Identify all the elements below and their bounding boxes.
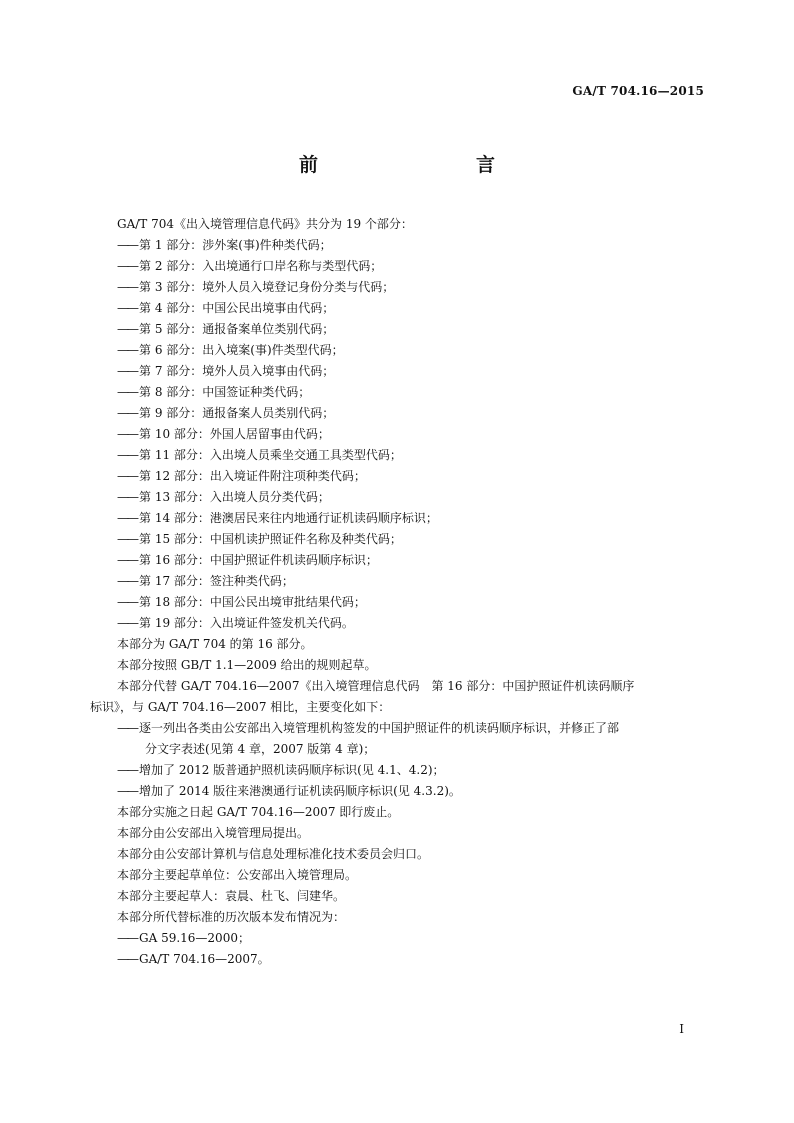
this-part-paragraph: 本部分为 GA/T 704 的第 16 部分。 [117, 637, 313, 651]
part-list-item-13: —— 第 13 部分：入出境人员分类代码； [90, 487, 705, 508]
part-list-item-10: —— 第 10 部分：外国人居留事由代码； [90, 424, 705, 445]
part-list-item-1: —— 第 1 部分：涉外案(事)件种类代码； [90, 235, 705, 256]
change-item-3: —— 增加了 2014 版往来港澳通行证机读码顺序标识(见 4.3.2)。 [90, 781, 705, 802]
part-list-item-5: —— 第 5 部分：通报备案单位类别代码； [90, 319, 705, 340]
history-paragraph: 本部分所代替标准的历次版本发布情况为： [117, 910, 346, 924]
part-list-item-7: —— 第 7 部分：境外人员入境事由代码； [90, 361, 705, 382]
history-item-2: —— GA/T 704.16—2007。 [90, 949, 705, 970]
part-list-item-14: —— 第 14 部分：港澳居民来往内地通行证机读码顺序标识； [90, 508, 705, 529]
drafting-unit-paragraph: 本部分主要起草单位：公安部出入境管理局。 [117, 868, 358, 882]
abolish-paragraph: 本部分实施之日起 GA/T 704.16—2007 即行废止。 [117, 805, 400, 819]
intro-paragraph: GA/T 704《出入境管理信息代码》共分为 19 个部分： [117, 217, 413, 231]
part-list-item-16: —— 第 16 部分：中国护照证件机读码顺序标识； [90, 550, 705, 571]
change-item-1-line-2: 分文字表述(见第 4 章，2007 版第 4 章)； [145, 742, 376, 756]
part-list-item-9: —— 第 9 部分：通报备案人员类别代码； [90, 403, 705, 424]
part-list-item-17: —— 第 17 部分：签注种类代码； [90, 571, 705, 592]
proposed-by-paragraph: 本部分由公安部出入境管理局提出。 [117, 826, 310, 840]
part-list-item-11: —— 第 11 部分：入出境人员乘坐交通工具类型代码； [90, 445, 705, 466]
part-list-item-18: —— 第 18 部分：中国公民出境审批结果代码； [90, 592, 705, 613]
change-item-2: —— 增加了 2012 版普通护照机读码顺序标识(见 4.1、4.2)； [90, 760, 705, 781]
foreword-body [90, 214, 705, 970]
replacement-paragraph-line-1: 本部分代替 GA/T 704.16—2007《出入境管理信息代码 第 16 部分：中国护照证件机读码顺序 [117, 679, 635, 693]
history-item-1: —— GA 59.16—2000； [90, 928, 705, 949]
page-number: I [679, 1022, 684, 1036]
drafting-rules-paragraph: 本部分按照 GB/T 1.1—2009 给出的规则起草。 [117, 658, 377, 672]
part-list-item-2: —— 第 2 部分：入出境通行口岸名称与类型代码； [90, 256, 705, 277]
page-title: 前 言 [298, 154, 535, 176]
part-list-item-3: —— 第 3 部分：境外人员入境登记身份分类与代码； [90, 277, 705, 298]
part-list-item-12: —— 第 12 部分：出入境证件附注项种类代码； [90, 466, 705, 487]
drafters-paragraph: 本部分主要起草人：袁晨、杜飞、闫建华。 [117, 889, 346, 903]
standard-code-header: GA/T 704.16—2015 [572, 84, 704, 98]
part-list-item-19: —— 第 19 部分：入出境证件签发机关代码。 [90, 613, 705, 634]
part-list-item-4: —— 第 4 部分：中国公民出境事由代码； [90, 298, 705, 319]
part-list-item-6: —— 第 6 部分：出入境案(事)件类型代码； [90, 340, 705, 361]
part-list-item-15: —— 第 15 部分：中国机读护照证件名称及种类代码； [90, 529, 705, 550]
managed-by-paragraph: 本部分由公安部计算机与信息处理标准化技术委员会归口。 [117, 847, 430, 861]
replacement-paragraph-line-2: 标识》，与 GA/T 704.16—2007 相比，主要变化如下： [90, 700, 391, 714]
change-item-1-line-1: —— 逐一列出各类由公安部出入境管理机构签发的中国护照证件的机读码顺序标识，并修正了部 [90, 718, 705, 739]
part-list-item-8: —— 第 8 部分：中国签证种类代码； [90, 382, 705, 403]
